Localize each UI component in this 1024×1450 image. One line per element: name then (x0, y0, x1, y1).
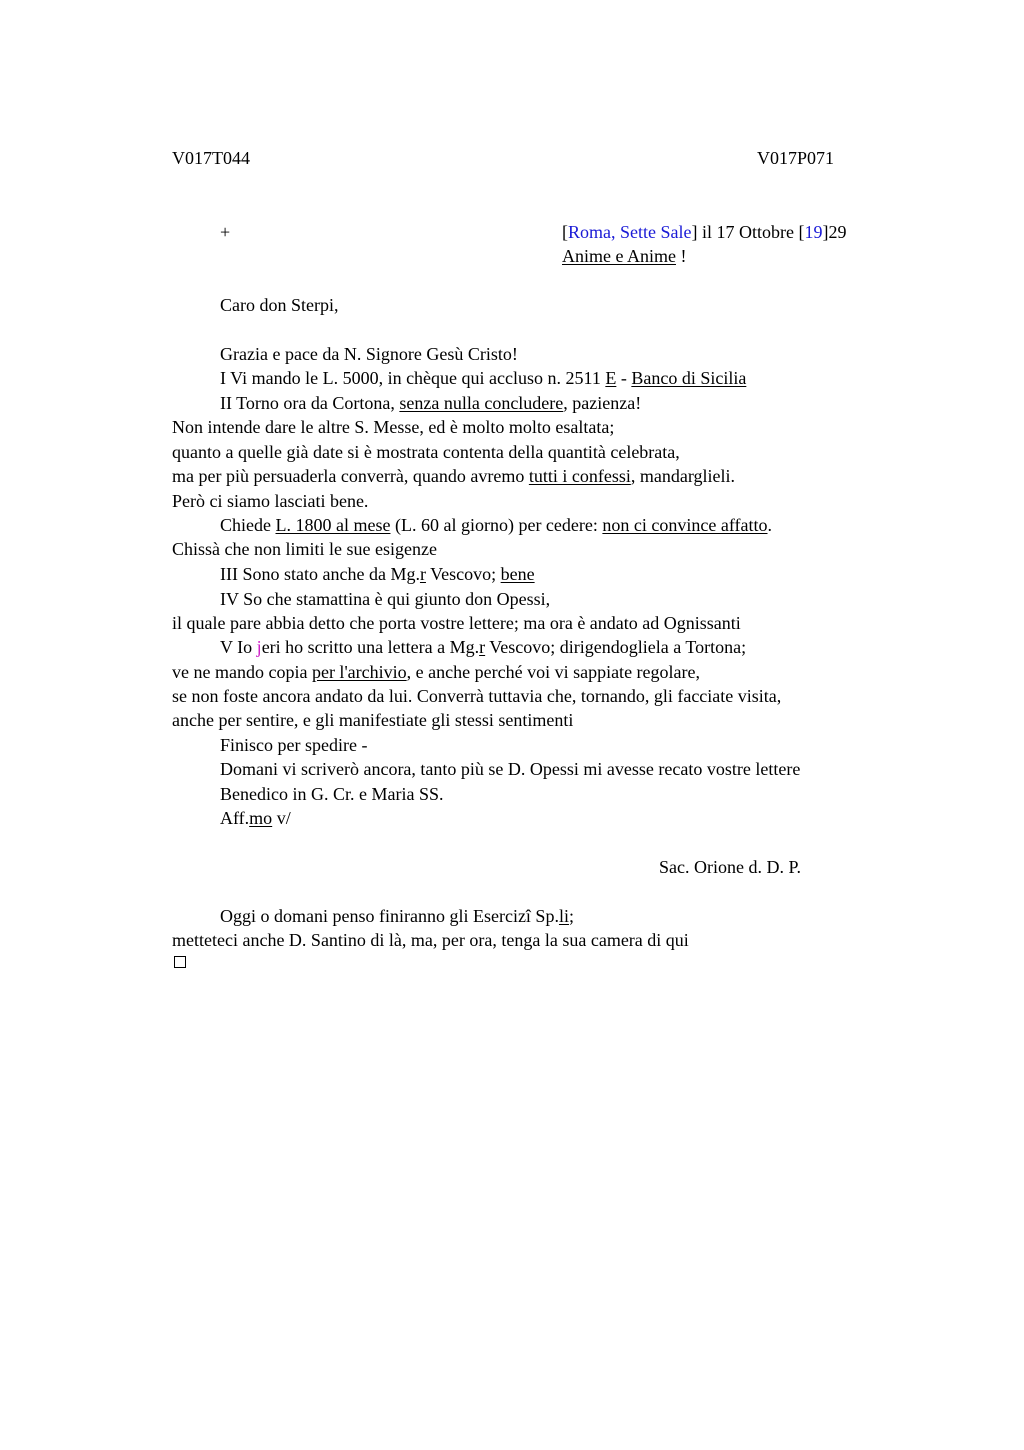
variant-letter: j (256, 637, 262, 657)
end-square-icon (174, 956, 186, 968)
body-line: ve ne mando copia per l'archivio, e anche perché voi vi sappiate regolare, (172, 662, 701, 682)
motto-end: ! (675, 246, 687, 266)
year-suffix: ]29 (822, 222, 847, 242)
body-line: Benedico in G. Cr. e Maria SS. (220, 784, 444, 804)
year-insert: 19 (804, 222, 823, 242)
bracket-open: [ (562, 222, 568, 242)
doc-code-right: V017P071 (757, 148, 835, 168)
body-line: quanto a quelle già date si è mostrata contenta della quantità celebrata, (172, 442, 680, 462)
body-line: Chissà che non limiti le sue esigenze (172, 539, 437, 559)
place-insert: Roma, Sette Sale (568, 222, 692, 242)
closing-line: Aff.mo v/ (220, 808, 291, 828)
body-line: Domani vi scriverò ancora, tanto più se D. Opessi mi avesse recato vostre lettere (220, 759, 801, 779)
cross-mark: + (220, 222, 231, 242)
date-text: ] il 17 Ottobre [ (691, 222, 805, 242)
body-line: V Io jeri ho scritto una lettera a Mg.r Vescovo; dirigendogliela a Tortona; (220, 637, 747, 657)
signature: Sac. Orione d. D. P. (659, 857, 801, 877)
body-line: III Sono stato anche da Mg.r Vescovo; bene (220, 564, 535, 584)
body-line: Chiede L. 1800 al mese (L. 60 al giorno) per cedere: non ci convince affatto. (220, 515, 772, 535)
body-line: il quale pare abbia detto che porta vostre lettere; ma ora è andato ad Ognissanti (172, 613, 741, 633)
postscript-line: metteteci anche D. Santino di là, ma, per ora, tenga la sua camera di qui (172, 930, 689, 950)
motto (562, 244, 686, 268)
body-line: Finisco per spedire - (220, 735, 368, 755)
motto-text: Anime e Anime (562, 246, 676, 266)
body-line: Non intende dare le altre S. Messe, ed è molto molto esaltata; (172, 417, 615, 437)
body-line: anche per sentire, e gli manifestiate gli stessi sentimenti (172, 710, 574, 730)
dateline (562, 220, 846, 244)
body-line: I Vi mando le L. 5000, in chèque qui accluso n. 2511 E - Banco di Sicilia (220, 368, 747, 388)
body-line: se non foste ancora andato da lui. Converrà tuttavia che, tornando, gli facciate visita, (172, 686, 782, 706)
postscript-line: Oggi o domani penso finiranno gli Esercizî Sp.li; (220, 906, 574, 926)
greeting-line: Grazia e pace da N. Signore Gesù Cristo! (220, 344, 518, 364)
body-line: IV So che stamattina è qui giunto don Opessi, (220, 589, 551, 609)
body-line: Però ci siamo lasciati bene. (172, 491, 369, 511)
salutation: Caro don Sterpi, (220, 295, 339, 315)
body-line: II Torno ora da Cortona, senza nulla concludere, pazienza! (220, 393, 642, 413)
body-line: ma per più persuaderla converrà, quando avremo tutti i confessi, mandarglieli. (172, 466, 736, 486)
doc-code-left: V017T044 (172, 148, 250, 168)
